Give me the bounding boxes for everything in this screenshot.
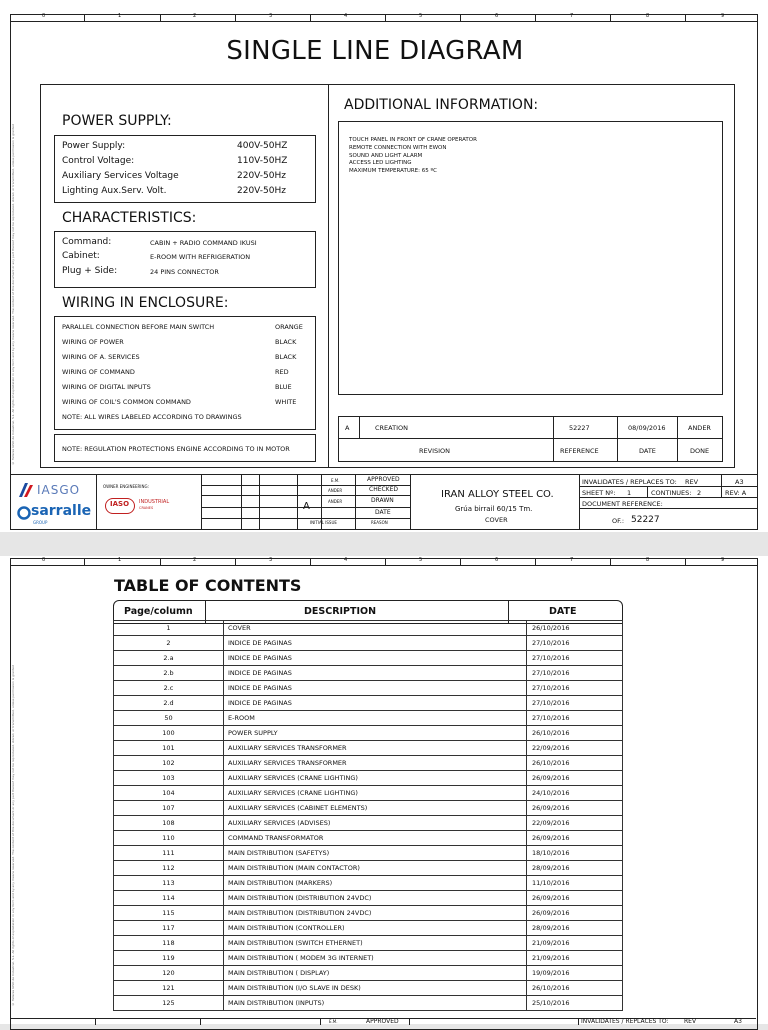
toc-page: 115 (114, 906, 224, 921)
toc-description: INDICE DE PAGINAS (224, 666, 527, 681)
toc-row (114, 786, 623, 801)
power-supply-label: Lighting Aux.Serv. Volt. (62, 186, 167, 196)
toc-row (114, 681, 623, 696)
approved-label: APPROVED (366, 1018, 399, 1025)
toc-description: AUXILIARY SERVICES (CRANE LIGHTING) (224, 786, 527, 801)
toc-description: MAIN DISTRIBUTION (MARKERS) (224, 876, 527, 891)
toc-page: 107 (114, 801, 224, 816)
iaso-industrial-text: INDUSTRIAL (139, 499, 170, 505)
paper-size: A3 (734, 1018, 742, 1025)
iaso-logo (105, 497, 200, 515)
iasgo-logo-text: IASGO (37, 483, 81, 497)
toc-description: AUXILIARY SERVICES (CABINET ELEMENTS) (224, 801, 527, 816)
wiring-label: WIRING OF A. SERVICES (62, 353, 140, 361)
toc-date: 28/09/2016 (527, 861, 623, 876)
toc-row (114, 951, 623, 966)
toc-row (114, 861, 623, 876)
toc-date: 26/09/2016 (527, 801, 623, 816)
column-ruler (10, 14, 758, 22)
invalidates-label: INVALIDATES / REPLACES TO: (581, 1018, 669, 1025)
power-supply-box (54, 135, 316, 203)
iaso-cranes-text: CRANES (139, 506, 154, 510)
toc-date: 26/10/2016 (527, 756, 623, 771)
regulation-note-box (54, 434, 316, 462)
toc-date: 26/09/2016 (527, 906, 623, 921)
toc-description: POWER SUPPLY (224, 726, 527, 741)
toc-date: 26/09/2016 (527, 831, 623, 846)
copyright-side-text: © Talleres IASO de Industrial, S.L. All rights of exploitation in any form and by any means reserved. The content of this document or any part thereof may not be reproduced, stored, or transmitted, unless permission is granted (11, 124, 15, 465)
iaso-logo-text: IASO (110, 500, 130, 508)
toc-table (113, 620, 623, 1011)
column-number: 7 (570, 13, 574, 19)
column-number: 9 (721, 557, 725, 563)
characteristics-label: Cabinet: (62, 251, 100, 261)
toc-row (114, 996, 623, 1011)
toc-page: 112 (114, 861, 224, 876)
wiring-label: WIRING OF DIGITAL INPUTS (62, 383, 151, 391)
toc-row (114, 831, 623, 846)
toc-page: 125 (114, 996, 224, 1011)
toc-row (114, 846, 623, 861)
toc-description: MAIN DISTRIBUTION (INPUTS) (224, 996, 527, 1011)
toc-date: 26/09/2016 (527, 891, 623, 906)
toc-page: 2.b (114, 666, 224, 681)
company-name: IRAN ALLOY STEEL CO. (441, 489, 554, 500)
additional-info-line: REMOTE CONNECTION WITH EWON (349, 145, 447, 151)
toc-description: INDICE DE PAGINAS (224, 681, 527, 696)
toc-description: MAIN DISTRIBUTION (CONTROLLER) (224, 921, 527, 936)
wiring-box (54, 316, 316, 430)
toc-page: 100 (114, 726, 224, 741)
wiring-label: WIRING OF COIL'S COMMON COMMAND (62, 398, 191, 406)
toc-page: 2.c (114, 681, 224, 696)
toc-page: 103 (114, 771, 224, 786)
additional-info-box (338, 121, 723, 395)
toc-page: 101 (114, 741, 224, 756)
additional-info-line: SOUND AND LIGHT ALARM (349, 153, 423, 159)
regulation-note: NOTE: REGULATION PROTECTIONS ENGINE ACCORDING TO IN MOTOR (62, 445, 290, 453)
toc-date: 27/10/2016 (527, 711, 623, 726)
toc-row (114, 651, 623, 666)
toc-page: 110 (114, 831, 224, 846)
wiring-color: WHITE (275, 398, 297, 406)
toc-page: 111 (114, 846, 224, 861)
wiring-color: BLACK (275, 353, 297, 361)
drawn-by: ANDER (328, 499, 343, 504)
date-label: DATE (375, 509, 391, 516)
toc-page: 119 (114, 951, 224, 966)
column-number: 3 (269, 13, 273, 19)
sheet-name: COVER (485, 516, 508, 524)
toc-row (114, 756, 623, 771)
power-supply-label: Auxiliary Services Voltage (62, 171, 179, 181)
done-header: DONE (690, 447, 710, 455)
toc-date: 28/09/2016 (527, 921, 623, 936)
toc-description: AUXILIARY SERVICES (CRANE LIGHTING) (224, 771, 527, 786)
owner-engineering-label: OWNER ENGINEERING: (103, 484, 149, 489)
power-supply-value: 220V-50Hz (237, 171, 286, 181)
column-number: 3 (269, 557, 273, 563)
column-number: 8 (646, 13, 650, 19)
wiring-note: NOTE: ALL WIRES LABELED ACCORDING TO DRAWINGS (62, 413, 242, 421)
column-number: 1 (118, 557, 122, 563)
toc-row (114, 966, 623, 981)
revision-table (338, 416, 723, 462)
toc-description: COMMAND TRANSFORMATOR (224, 831, 527, 846)
iasgo-logo-icon (19, 483, 33, 497)
sarralle-logo-group: GROUP (33, 520, 48, 525)
titleblock-rev-letter: A (303, 501, 310, 512)
additional-info-line: ACCESS LED LIGHTING (349, 160, 412, 166)
toc-page: 108 (114, 816, 224, 831)
document-reference-label: DOCUMENT REFERENCE: (582, 500, 663, 508)
toc-description: AUXILIARY SERVICES (ADVISES) (224, 816, 527, 831)
of-number: 52227 (631, 515, 660, 525)
column-number: 9 (721, 13, 725, 19)
characteristics-value: CABIN + RADIO COMMAND IKUSI (150, 239, 257, 247)
initial-issue-label: INITIAL ISSUE (310, 520, 337, 525)
revision-date: 08/09/2016 (628, 424, 666, 432)
toc-description: INDICE DE PAGINAS (224, 651, 527, 666)
toc-row (114, 741, 623, 756)
revision-reference: 52227 (569, 424, 590, 432)
copyright-side-text: © Talleres IASO de Industrial, S.L. All rights of exploitation in any form and by any means reserved. The content of this document or any part thereof may not be reproduced, stored, or transmitted, unless permission is granted (11, 665, 15, 1006)
toc-date: 27/10/2016 (527, 681, 623, 696)
toc-header-description: DESCRIPTION (304, 606, 377, 617)
toc-header-date: DATE (549, 606, 577, 617)
toc-description: MAIN DISTRIBUTION (I/O SLAVE IN DESK) (224, 981, 527, 996)
toc-date: 21/09/2016 (527, 951, 623, 966)
toc-date: 25/10/2016 (527, 996, 623, 1011)
characteristics-value: E-ROOM WITH REFRIGERATION (150, 253, 251, 261)
column-number: 4 (344, 13, 348, 19)
revision-done: ANDER (688, 424, 711, 432)
toc-row (114, 906, 623, 921)
toc-row (114, 771, 623, 786)
toc-row (114, 636, 623, 651)
toc-header-page: Page/column (124, 606, 193, 617)
em-label: E.M. (329, 1019, 338, 1024)
column-number: 1 (118, 13, 122, 19)
toc-description: MAIN DISTRIBUTION (DISTRIBUTION 24VDC) (224, 906, 527, 921)
toc-date: 22/09/2016 (527, 741, 623, 756)
toc-page: 2.a (114, 651, 224, 666)
checked-by: ANDER (328, 488, 343, 493)
column-number: 5 (419, 557, 423, 563)
toc-description: INDICE DE PAGINAS (224, 636, 527, 651)
column-number: 4 (344, 557, 348, 563)
characteristics-label: Command: (62, 237, 112, 247)
characteristics-label: Plug + Side: (62, 266, 118, 276)
iasgo-logo (17, 481, 92, 501)
sarralle-logo (17, 503, 97, 527)
toc-date: 26/10/2016 (527, 726, 623, 741)
toc-description: COVER (224, 621, 527, 636)
column-number: 0 (42, 13, 46, 19)
toc-description: AUXILIARY SERVICES TRANSFORMER (224, 741, 527, 756)
sheet-number: 1 (627, 489, 632, 497)
toc-row (114, 876, 623, 891)
column-ruler (10, 558, 758, 566)
sheet-number-label: SHEET Nº: (582, 489, 616, 497)
characteristics-box (54, 231, 316, 288)
toc-description: AUXILIARY SERVICES TRANSFORMER (224, 756, 527, 771)
column-number: 8 (646, 557, 650, 563)
continues-label: CONTINUES: (651, 489, 692, 497)
sarralle-logo-icon (17, 506, 31, 520)
toc-title: TABLE OF CONTENTS (114, 576, 302, 595)
toc-page: 2.d (114, 696, 224, 711)
toc-row (114, 936, 623, 951)
toc-row (114, 801, 623, 816)
toc-date: 26/10/2016 (527, 621, 623, 636)
sheet-rev: REV: A (725, 489, 747, 497)
reference-header: REFERENCE (560, 447, 599, 455)
toc-date: 26/09/2016 (527, 771, 623, 786)
additional-info-line: MAXIMUM TEMPERATURE: 65 ºC (349, 168, 437, 174)
approved-label: APPROVED (367, 476, 400, 483)
power-supply-value: 400V-50HZ (237, 141, 288, 151)
toc-date: 27/10/2016 (527, 636, 623, 651)
toc-description: INDICE DE PAGINAS (224, 696, 527, 711)
toc-date: 19/09/2016 (527, 966, 623, 981)
column-number: 2 (193, 557, 197, 563)
power-supply-label: Control Voltage: (62, 156, 135, 166)
toc-row (114, 726, 623, 741)
toc-description: E-ROOM (224, 711, 527, 726)
toc-row (114, 891, 623, 906)
toc-page: 50 (114, 711, 224, 726)
invalidates-rev: REV (684, 1018, 697, 1025)
toc-date: 26/10/2016 (527, 981, 623, 996)
toc-date: 11/10/2016 (527, 876, 623, 891)
of-label: OF.: (612, 517, 625, 525)
characteristics-heading: CHARACTERISTICS: (62, 210, 197, 226)
toc-row (114, 696, 623, 711)
column-number: 6 (495, 557, 499, 563)
invalidates-rev: REV (685, 478, 699, 486)
paper-size: A3 (735, 478, 744, 486)
wiring-label: WIRING OF COMMAND (62, 368, 135, 376)
wiring-color: BLUE (275, 383, 292, 391)
toc-date: 27/10/2016 (527, 651, 623, 666)
toc-page: 104 (114, 786, 224, 801)
title-block (10, 474, 758, 530)
toc-description: MAIN DISTRIBUTION (MAIN CONTACTOR) (224, 861, 527, 876)
toc-description: MAIN DISTRIBUTION ( DISPLAY) (224, 966, 527, 981)
additional-info-heading: ADDITIONAL INFORMATION: (344, 97, 539, 113)
toc-row (114, 921, 623, 936)
invalidates-label: INVALIDATES / REPLACES TO: (582, 478, 677, 486)
toc-date: 27/10/2016 (527, 666, 623, 681)
power-supply-label: Power Supply: (62, 141, 126, 151)
wiring-heading: WIRING IN ENCLOSURE: (62, 295, 229, 311)
toc-date: 27/10/2016 (527, 696, 623, 711)
toc-page: 118 (114, 936, 224, 951)
column-number: 5 (419, 13, 423, 19)
toc-row (114, 816, 623, 831)
reason-label: REASON (371, 520, 388, 525)
continues-value: 2 (697, 489, 702, 497)
revision-description: CREATION (375, 424, 408, 432)
wiring-label: WIRING OF POWER (62, 338, 124, 346)
power-supply-heading: POWER SUPPLY: (62, 113, 172, 129)
project-subtitle: Grúa birrail 60/15 Tm. (455, 505, 533, 513)
toc-description: MAIN DISTRIBUTION (SAFETYS) (224, 846, 527, 861)
sarralle-logo-text: sarralle (31, 503, 92, 519)
column-number: 6 (495, 13, 499, 19)
divider (328, 84, 329, 467)
column-number: 7 (570, 557, 574, 563)
wiring-color: RED (275, 368, 289, 376)
toc-page: 102 (114, 756, 224, 771)
toc-page: 121 (114, 981, 224, 996)
toc-row (114, 666, 623, 681)
date-header: DATE (639, 447, 656, 455)
em-label: E.M. (331, 478, 340, 483)
toc-row (114, 981, 623, 996)
toc-page: 117 (114, 921, 224, 936)
toc-row (114, 711, 623, 726)
toc-page: 120 (114, 966, 224, 981)
wiring-color: ORANGE (275, 323, 303, 331)
wiring-label: PARALLEL CONNECTION BEFORE MAIN SWITCH (62, 323, 215, 331)
toc-date: 22/09/2016 (527, 816, 623, 831)
toc-description: MAIN DISTRIBUTION (DISTRIBUTION 24VDC) (224, 891, 527, 906)
toc-date: 24/10/2016 (527, 786, 623, 801)
wiring-color: BLACK (275, 338, 297, 346)
toc-description: MAIN DISTRIBUTION (SWITCH ETHERNET) (224, 936, 527, 951)
toc-date: 18/10/2016 (527, 846, 623, 861)
additional-info-line: TOUCH PANEL IN FRONT OF CRANE OPERATOR (349, 137, 477, 143)
toc-page: 2 (114, 636, 224, 651)
toc-page: 113 (114, 876, 224, 891)
page-title: SINGLE LINE DIAGRAM (226, 36, 524, 66)
power-supply-value: 110V-50HZ (237, 156, 288, 166)
toc-page: 1 (114, 621, 224, 636)
revision-letter: A (345, 424, 350, 432)
checked-label: CHECKED (369, 486, 399, 493)
toc-date: 21/09/2016 (527, 936, 623, 951)
toc-description: MAIN DISTRIBUTION ( MODEM 3G INTERNET) (224, 951, 527, 966)
column-number: 2 (193, 13, 197, 19)
toc-page: 114 (114, 891, 224, 906)
toc-row (114, 621, 623, 636)
revision-header: REVISION (419, 447, 451, 455)
drawn-label: DRAWN (371, 497, 394, 504)
characteristics-value: 24 PINS CONNECTOR (150, 268, 219, 276)
column-number: 0 (42, 557, 46, 563)
power-supply-value: 220V-50Hz (237, 186, 286, 196)
